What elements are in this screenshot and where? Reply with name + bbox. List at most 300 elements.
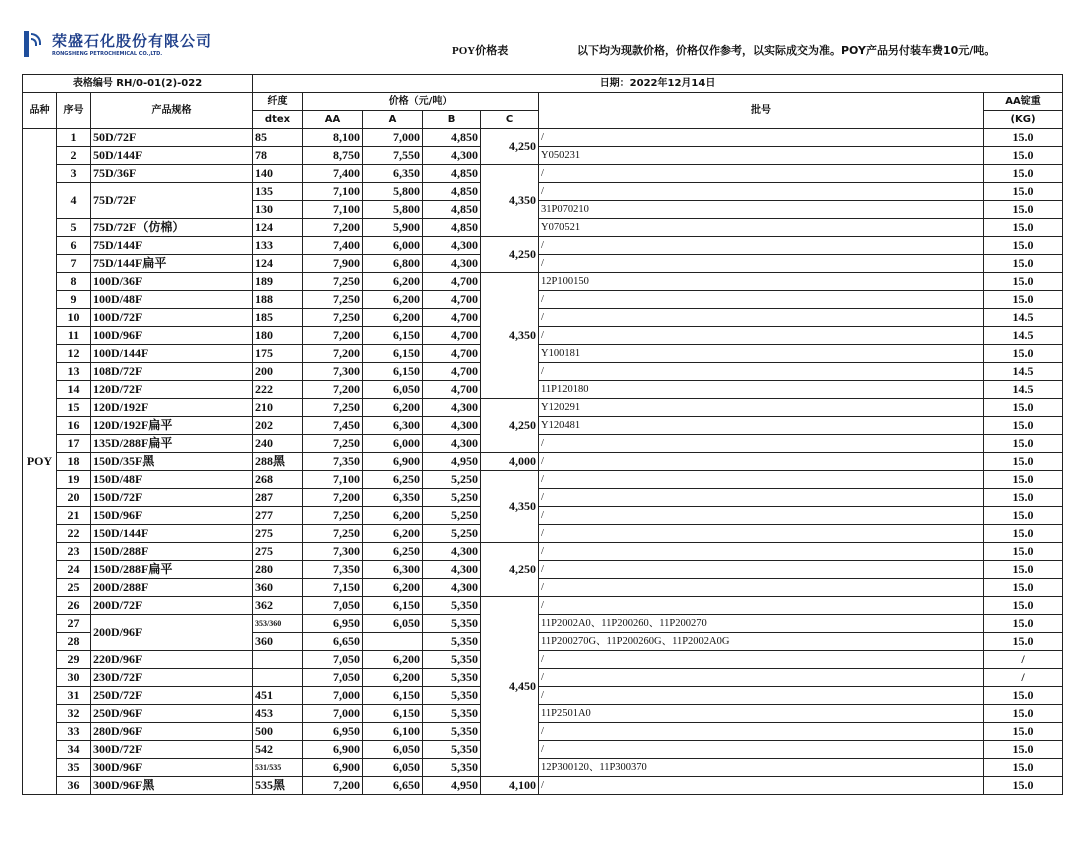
price-c: 4,000 <box>481 453 539 471</box>
header-batch: 批号 <box>539 93 984 129</box>
price-b: 5,350 <box>423 669 481 687</box>
dtex-value: 135 <box>253 183 303 201</box>
price-a: 6,200 <box>363 525 423 543</box>
price-a: 6,300 <box>363 561 423 579</box>
price-a: 6,150 <box>363 363 423 381</box>
price-b: 4,300 <box>423 435 481 453</box>
price-b: 4,700 <box>423 309 481 327</box>
product-spec: 150D/96F <box>91 507 253 525</box>
price-b: 5,350 <box>423 597 481 615</box>
row-number: 35 <box>57 759 91 777</box>
product-spec: 75D/72F（仿棉） <box>91 219 253 237</box>
product-spec: 150D/35F黑 <box>91 453 253 471</box>
table-row <box>23 255 1063 273</box>
row-number: 2 <box>57 147 91 165</box>
company-name-cn: 荣盛石化股份有限公司 <box>52 32 213 50</box>
row-number: 14 <box>57 381 91 399</box>
dtex-value: 280 <box>253 561 303 579</box>
product-spec: 135D/288F扁平 <box>91 435 253 453</box>
row-number: 22 <box>57 525 91 543</box>
price-b: 5,250 <box>423 471 481 489</box>
dtex-value: 78 <box>253 147 303 165</box>
header-spec: 产品规格 <box>91 93 253 129</box>
dtex-value: 202 <box>253 417 303 435</box>
row-number: 34 <box>57 741 91 759</box>
table-row <box>23 345 1063 363</box>
price-aa: 7,300 <box>303 363 363 381</box>
price-aa: 7,250 <box>303 525 363 543</box>
product-spec: 150D/288F扁平 <box>91 561 253 579</box>
row-number: 28 <box>57 633 91 651</box>
table-row <box>23 741 1063 759</box>
price-b: 4,300 <box>423 417 481 435</box>
price-aa: 7,400 <box>303 237 363 255</box>
product-spec: 250D/96F <box>91 705 253 723</box>
batch-number: Y120291 <box>539 399 984 417</box>
price-table <box>22 74 1063 795</box>
row-number: 10 <box>57 309 91 327</box>
price-a: 6,350 <box>363 489 423 507</box>
price-a: 6,050 <box>363 741 423 759</box>
price-aa: 7,100 <box>303 183 363 201</box>
dtex-value: 130 <box>253 201 303 219</box>
table-row <box>23 489 1063 507</box>
batch-number: 11P2002A0、11P200260、11P200270 <box>539 615 984 633</box>
table-row <box>23 525 1063 543</box>
table-row <box>23 579 1063 597</box>
dtex-value: 277 <box>253 507 303 525</box>
row-number: 17 <box>57 435 91 453</box>
header-dtex-cn: 纤度 <box>253 93 303 111</box>
price-a: 5,900 <box>363 219 423 237</box>
row-number: 5 <box>57 219 91 237</box>
table-row <box>23 669 1063 687</box>
price-b: 5,350 <box>423 615 481 633</box>
price-aa: 6,950 <box>303 723 363 741</box>
logo-icon <box>24 31 46 57</box>
price-aa: 6,900 <box>303 759 363 777</box>
price-aa: 7,200 <box>303 489 363 507</box>
row-number: 26 <box>57 597 91 615</box>
batch-number: / <box>539 651 984 669</box>
table-row <box>23 309 1063 327</box>
price-a: 6,150 <box>363 687 423 705</box>
batch-number: 31P070210 <box>539 201 984 219</box>
product-spec: 120D/192F扁平 <box>91 417 253 435</box>
batch-number: / <box>539 435 984 453</box>
price-aa: 7,250 <box>303 435 363 453</box>
aa-spindle-weight: 15.0 <box>984 345 1063 363</box>
price-c: 4,100 <box>481 777 539 795</box>
price-aa: 7,000 <box>303 687 363 705</box>
price-b: 4,300 <box>423 399 481 417</box>
product-spec: 108D/72F <box>91 363 253 381</box>
header-c: C <box>481 111 539 129</box>
price-b: 5,250 <box>423 507 481 525</box>
row-number: 36 <box>57 777 91 795</box>
batch-number: / <box>539 507 984 525</box>
row-number: 25 <box>57 579 91 597</box>
row-number: 13 <box>57 363 91 381</box>
row-number: 16 <box>57 417 91 435</box>
price-aa: 7,450 <box>303 417 363 435</box>
row-number: 4 <box>57 183 91 219</box>
product-spec: 100D/48F <box>91 291 253 309</box>
price-a: 6,200 <box>363 309 423 327</box>
header-a: A <box>363 111 423 129</box>
product-spec: 200D/72F <box>91 597 253 615</box>
table-row <box>23 561 1063 579</box>
aa-spindle-weight: 15.0 <box>984 237 1063 255</box>
table-row <box>23 687 1063 705</box>
dtex-value: 360 <box>253 579 303 597</box>
price-aa: 7,200 <box>303 345 363 363</box>
product-spec: 120D/72F <box>91 381 253 399</box>
price-aa: 7,100 <box>303 471 363 489</box>
price-aa: 7,250 <box>303 309 363 327</box>
price-aa: 7,200 <box>303 381 363 399</box>
price-a: 6,800 <box>363 255 423 273</box>
product-spec: 75D/36F <box>91 165 253 183</box>
dtex-value: 189 <box>253 273 303 291</box>
document-title: POY价格表 <box>452 45 509 57</box>
header-variety: 品种 <box>23 93 57 129</box>
aa-spindle-weight: 14.5 <box>984 363 1063 381</box>
aa-spindle-weight: 15.0 <box>984 633 1063 651</box>
price-b: 4,850 <box>423 129 481 147</box>
table-row <box>23 399 1063 417</box>
row-number: 30 <box>57 669 91 687</box>
table-row <box>23 363 1063 381</box>
price-b: 5,350 <box>423 651 481 669</box>
row-number: 27 <box>57 615 91 633</box>
aa-spindle-weight: / <box>984 669 1063 687</box>
aa-spindle-weight: 15.0 <box>984 543 1063 561</box>
aa-spindle-weight: 14.5 <box>984 327 1063 345</box>
aa-spindle-weight: 15.0 <box>984 687 1063 705</box>
price-a: 6,150 <box>363 597 423 615</box>
price-aa: 7,150 <box>303 579 363 597</box>
row-number: 18 <box>57 453 91 471</box>
product-spec: 200D/96F <box>91 615 253 651</box>
table-row <box>23 237 1063 255</box>
batch-number: 11P120180 <box>539 381 984 399</box>
batch-number: / <box>539 363 984 381</box>
dtex-value: 288黑 <box>253 453 303 471</box>
price-b: 4,700 <box>423 381 481 399</box>
price-b: 4,850 <box>423 201 481 219</box>
price-aa: 7,250 <box>303 399 363 417</box>
row-number: 33 <box>57 723 91 741</box>
dtex-value: 353/360 <box>253 615 303 633</box>
price-aa: 8,100 <box>303 129 363 147</box>
table-date: 日期：2022年12月14日 <box>253 75 1063 93</box>
price-b: 4,300 <box>423 237 481 255</box>
aa-spindle-weight: 15.0 <box>984 777 1063 795</box>
product-spec: 75D/144F扁平 <box>91 255 253 273</box>
batch-number: / <box>539 327 984 345</box>
aa-spindle-weight: 15.0 <box>984 597 1063 615</box>
batch-number: / <box>539 741 984 759</box>
price-b: 5,350 <box>423 633 481 651</box>
header-weight-unit: (KG) <box>984 111 1063 129</box>
dtex-value: 500 <box>253 723 303 741</box>
price-b: 5,250 <box>423 525 481 543</box>
table-row <box>23 597 1063 615</box>
aa-spindle-weight: 15.0 <box>984 165 1063 183</box>
row-number: 9 <box>57 291 91 309</box>
header-price: 价格（元/吨） <box>303 93 539 111</box>
price-b: 4,300 <box>423 255 481 273</box>
aa-spindle-weight: 15.0 <box>984 561 1063 579</box>
price-aa: 7,250 <box>303 291 363 309</box>
row-number: 7 <box>57 255 91 273</box>
dtex-value: 535黑 <box>253 777 303 795</box>
table-row <box>23 705 1063 723</box>
price-aa: 8,750 <box>303 147 363 165</box>
price-b: 4,700 <box>423 273 481 291</box>
product-spec: 300D/96F黑 <box>91 777 253 795</box>
product-spec: 150D/144F <box>91 525 253 543</box>
row-number: 21 <box>57 507 91 525</box>
price-aa: 7,350 <box>303 453 363 471</box>
row-number: 31 <box>57 687 91 705</box>
price-aa: 7,100 <box>303 201 363 219</box>
dtex-value: 133 <box>253 237 303 255</box>
batch-number: / <box>539 489 984 507</box>
product-spec: 150D/72F <box>91 489 253 507</box>
price-a: 6,050 <box>363 381 423 399</box>
batch-number: / <box>539 777 984 795</box>
price-b: 4,850 <box>423 219 481 237</box>
dtex-value: 200 <box>253 363 303 381</box>
product-spec: 200D/288F <box>91 579 253 597</box>
price-a: 6,650 <box>363 777 423 795</box>
dtex-value: 188 <box>253 291 303 309</box>
price-aa: 7,000 <box>303 705 363 723</box>
price-c: 4,350 <box>481 471 539 543</box>
price-aa: 7,050 <box>303 597 363 615</box>
aa-spindle-weight: 15.0 <box>984 759 1063 777</box>
batch-number: / <box>539 525 984 543</box>
batch-number: / <box>539 579 984 597</box>
product-spec: 100D/36F <box>91 273 253 291</box>
price-c: 4,450 <box>481 597 539 777</box>
price-aa: 7,050 <box>303 651 363 669</box>
aa-spindle-weight: 15.0 <box>984 615 1063 633</box>
dtex-value: 360 <box>253 633 303 651</box>
form-code: 表格编号 RH/0-01(2)-022 <box>23 75 253 93</box>
product-spec: 300D/72F <box>91 741 253 759</box>
table-row <box>23 147 1063 165</box>
batch-number: / <box>539 723 984 741</box>
product-spec: 150D/48F <box>91 471 253 489</box>
row-number: 19 <box>57 471 91 489</box>
price-a: 7,000 <box>363 129 423 147</box>
price-b: 4,950 <box>423 453 481 471</box>
company-logo <box>24 30 212 57</box>
batch-number: / <box>539 129 984 147</box>
product-spec: 50D/72F <box>91 129 253 147</box>
table-row <box>23 129 1063 147</box>
dtex-value <box>253 651 303 669</box>
dtex-value: 222 <box>253 381 303 399</box>
batch-number: 12P100150 <box>539 273 984 291</box>
aa-spindle-weight: / <box>984 651 1063 669</box>
price-c: 4,350 <box>481 165 539 237</box>
dtex-value: 453 <box>253 705 303 723</box>
table-row <box>23 291 1063 309</box>
price-b: 5,350 <box>423 687 481 705</box>
price-b: 4,850 <box>423 165 481 183</box>
product-spec: 150D/288F <box>91 543 253 561</box>
price-b: 5,350 <box>423 741 481 759</box>
price-b: 4,300 <box>423 579 481 597</box>
price-aa: 7,350 <box>303 561 363 579</box>
price-a: 5,800 <box>363 183 423 201</box>
price-a: 7,550 <box>363 147 423 165</box>
dtex-value: 451 <box>253 687 303 705</box>
row-number: 32 <box>57 705 91 723</box>
batch-number: Y100181 <box>539 345 984 363</box>
price-c: 4,250 <box>481 237 539 273</box>
variety-cell: POY <box>23 129 57 795</box>
price-notice: 以下均为现款价格，价格仅作参考，以实际成交为准。POY产品另付装车费10元/吨。 <box>577 44 996 57</box>
header-aa: AA <box>303 111 363 129</box>
price-aa: 6,650 <box>303 633 363 651</box>
dtex-value: 185 <box>253 309 303 327</box>
aa-spindle-weight: 15.0 <box>984 507 1063 525</box>
price-a: 6,000 <box>363 435 423 453</box>
aa-spindle-weight: 15.0 <box>984 255 1063 273</box>
price-aa: 7,200 <box>303 777 363 795</box>
price-a: 6,200 <box>363 399 423 417</box>
price-aa: 7,200 <box>303 327 363 345</box>
batch-number: / <box>539 669 984 687</box>
price-aa: 7,250 <box>303 507 363 525</box>
row-number: 12 <box>57 345 91 363</box>
product-spec: 300D/96F <box>91 759 253 777</box>
aa-spindle-weight: 15.0 <box>984 273 1063 291</box>
price-a: 6,250 <box>363 471 423 489</box>
batch-number: / <box>539 291 984 309</box>
price-b: 4,850 <box>423 183 481 201</box>
table-row <box>23 165 1063 183</box>
product-spec: 100D/144F <box>91 345 253 363</box>
table-row <box>23 507 1063 525</box>
dtex-value: 275 <box>253 543 303 561</box>
aa-spindle-weight: 15.0 <box>984 399 1063 417</box>
batch-number: 11P200270G、11P200260G、11P2002A0G <box>539 633 984 651</box>
aa-spindle-weight: 15.0 <box>984 525 1063 543</box>
table-row <box>23 327 1063 345</box>
price-a: 6,200 <box>363 273 423 291</box>
aa-spindle-weight: 15.0 <box>984 129 1063 147</box>
price-b: 4,700 <box>423 363 481 381</box>
price-a: 5,800 <box>363 201 423 219</box>
batch-number: / <box>539 309 984 327</box>
header-dtex: dtex <box>253 111 303 129</box>
price-b: 5,350 <box>423 723 481 741</box>
batch-number: / <box>539 255 984 273</box>
price-b: 5,350 <box>423 759 481 777</box>
table-row <box>23 453 1063 471</box>
table-row <box>23 381 1063 399</box>
table-row <box>23 417 1063 435</box>
batch-number: / <box>539 543 984 561</box>
batch-number: / <box>539 471 984 489</box>
row-number: 29 <box>57 651 91 669</box>
dtex-value: 542 <box>253 741 303 759</box>
table-row <box>23 543 1063 561</box>
price-aa: 6,900 <box>303 741 363 759</box>
dtex-value: 175 <box>253 345 303 363</box>
table-row <box>23 273 1063 291</box>
batch-number: 12P300120、11P300370 <box>539 759 984 777</box>
price-a: 6,300 <box>363 417 423 435</box>
price-aa: 7,200 <box>303 219 363 237</box>
aa-spindle-weight: 14.5 <box>984 309 1063 327</box>
batch-number: 11P2501A0 <box>539 705 984 723</box>
dtex-value: 124 <box>253 255 303 273</box>
dtex-value: 124 <box>253 219 303 237</box>
row-number: 3 <box>57 165 91 183</box>
product-spec: 100D/72F <box>91 309 253 327</box>
aa-spindle-weight: 15.0 <box>984 741 1063 759</box>
header-weight: AA锭重 <box>984 93 1063 111</box>
price-a: 6,100 <box>363 723 423 741</box>
aa-spindle-weight: 15.0 <box>984 219 1063 237</box>
dtex-value: 180 <box>253 327 303 345</box>
aa-spindle-weight: 15.0 <box>984 471 1063 489</box>
dtex-value <box>253 669 303 687</box>
price-a: 6,000 <box>363 237 423 255</box>
price-b: 4,300 <box>423 561 481 579</box>
price-a: 6,150 <box>363 705 423 723</box>
batch-number: Y120481 <box>539 417 984 435</box>
price-c: 4,350 <box>481 273 539 399</box>
batch-number: / <box>539 561 984 579</box>
price-a: 6,200 <box>363 669 423 687</box>
dtex-value: 275 <box>253 525 303 543</box>
aa-spindle-weight: 15.0 <box>984 435 1063 453</box>
product-spec: 220D/96F <box>91 651 253 669</box>
header-no: 序号 <box>57 93 91 129</box>
table-row <box>23 471 1063 489</box>
price-a: 6,150 <box>363 327 423 345</box>
price-aa: 7,300 <box>303 543 363 561</box>
dtex-value: 140 <box>253 165 303 183</box>
price-b: 4,700 <box>423 345 481 363</box>
table-row <box>23 615 1063 633</box>
aa-spindle-weight: 15.0 <box>984 579 1063 597</box>
aa-spindle-weight: 15.0 <box>984 183 1063 201</box>
price-c: 4,250 <box>481 543 539 597</box>
batch-number: / <box>539 597 984 615</box>
aa-spindle-weight: 15.0 <box>984 291 1063 309</box>
row-number: 15 <box>57 399 91 417</box>
row-number: 8 <box>57 273 91 291</box>
dtex-value: 240 <box>253 435 303 453</box>
price-b: 4,700 <box>423 291 481 309</box>
price-aa: 7,050 <box>303 669 363 687</box>
price-a: 6,200 <box>363 507 423 525</box>
aa-spindle-weight: 15.0 <box>984 489 1063 507</box>
price-a <box>363 633 423 651</box>
price-b: 4,300 <box>423 147 481 165</box>
aa-spindle-weight: 15.0 <box>984 705 1063 723</box>
batch-number: / <box>539 453 984 471</box>
